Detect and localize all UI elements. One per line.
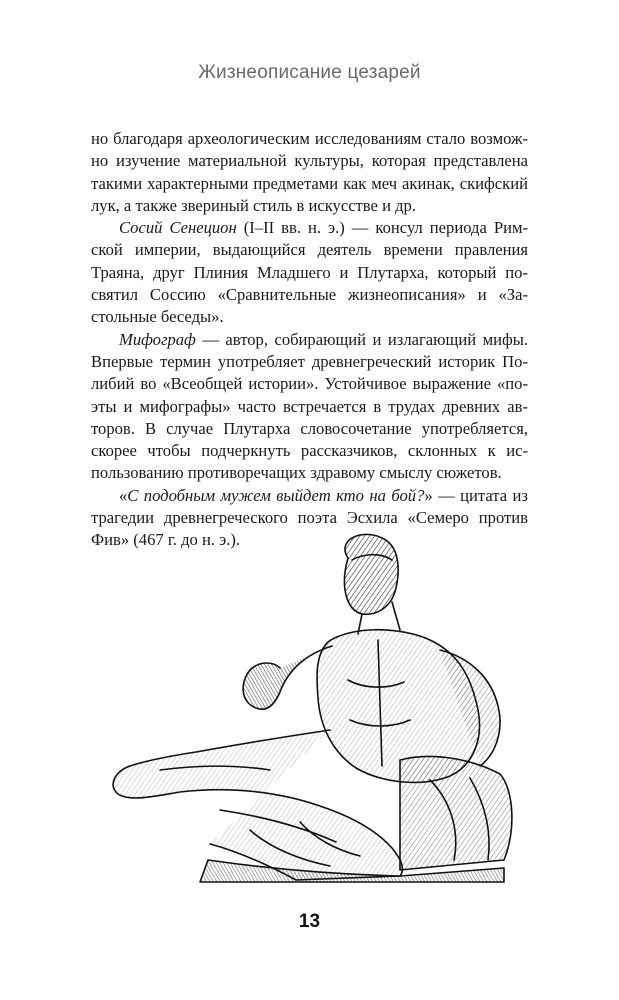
term-mythographer: Мифограф — [119, 329, 196, 349]
paragraph-sosius-senecio — [91, 217, 528, 328]
paragraph-continuation: но благодаря археологическим исследованиям стало возможно изучение материальной культуры, которая представлена такими характерными предметами как меч акинак, скифский лук, а также звериный стиль в искусстве и др. — [91, 129, 528, 215]
open-quote: « — [119, 485, 128, 505]
term-aeschylus-quote: С подобным мужем выйдет кто на бой? — [127, 485, 425, 505]
definition-aeschylus-quote: » — цитата из трагедии древнегреческого поэта Эсхила «Семеро против Фив» (467 г. до н. э.). — [91, 485, 528, 550]
term-sosius-senecio: Сосий Сенецион — [119, 218, 237, 238]
definition-sosius-senecio: (I–II вв. н. э.) — консул периода Римской империи, выдающийся деятель времени правления Траяна, друг Плиния Младшего и Плутарха, который посвятил Соссию «Сравнительные жизнеописания» и «Застольные беседы». — [91, 218, 528, 327]
paragraph-mythographer — [91, 329, 528, 485]
page-number: 13 — [298, 911, 321, 932]
running-head-title: Жизнеописание цезарей — [198, 62, 421, 83]
statue-head — [344, 534, 398, 614]
statue-rock — [400, 756, 512, 870]
body-text — [91, 128, 528, 552]
definition-mythographer: — автор, собирающий и излагающий мифы. Впервые термин употребляет древнегреческий историк Полибий во «Всеобщей истории». Устойчивое выражение «поэты и мифографы» часто встречается в трудах древних авторов. В случае Плутарха словосочетание употребляется, скорее чтобы подчеркнуть рассказчиков, склонных к использованию противоречащих здравому смыслу сюжетов. — [91, 329, 528, 483]
statue-illustration — [100, 530, 520, 890]
